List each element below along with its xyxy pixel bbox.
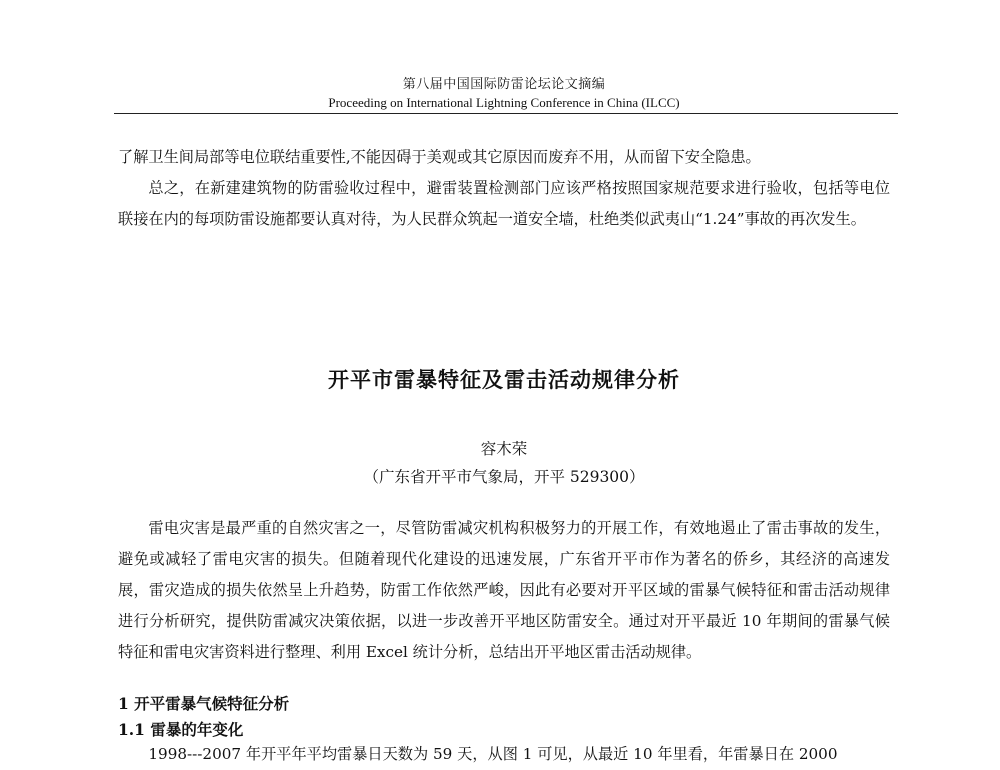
paper-title: 开平市雷暴特征及雷击活动规律分析: [328, 368, 680, 392]
paper-author: 容木荣: [480, 440, 528, 458]
section-heading-1: 1 开平雷暴气候特征分析: [118, 694, 290, 713]
previous-paper-conclusion: 总之，在新建建筑物的防雷验收过程中，避雷装置检测部门应该严格按照国家规范要求进行验收，包括等电位联接在内的每项防雷设施都要认真对待，为人民群众筑起一道安全墙，杜绝类似武夷山“1.24”事故的再次发生。: [118, 179, 890, 228]
header-chinese-title: 第八届中国国际防雷论坛论文摘编: [402, 77, 606, 92]
section-heading-1-1: 1.1 雷暴的年变化: [118, 720, 244, 739]
previous-paper-closing-line: 了解卫生间局部等电位联结重要性,不能因碍于美观或其它原因而废弃不用，从而留下安全隐患。: [118, 148, 761, 166]
introduction-paragraph: 雷电灾害是最严重的自然灾害之一，尽管防雷减灾机构积极努力的开展工作，有效地遏止了雷击事故的发生，避免或减轻了雷电灾害的损失。但随着现代化建设的迅速发展，广东省开平市作为著名的侨乡，其经济的高速发展，雷灾造成的损失依然呈上升趋势，防雷工作依然严峻，因此有必要对开平区域的雷暴气候特征和雷击活动规律进行分析研究，提供防雷减灾决策依据，以进一步改善开平地区防雷安全。通过对开平最近 10 年期间的雷暴气候特征和雷电灾害资料进行整理、利用 Excel 统计分析，总结出开平地区雷击活动规律。: [118, 519, 890, 661]
running-header: [118, 76, 890, 112]
body-paragraph: 1998---2007 年开平年平均雷暴日天数为 59 天，从图 1 可见，从最近 10 年里看，年雷暴日在 2000: [148, 745, 838, 763]
header-divider: [114, 113, 898, 114]
paper-affiliation: （广东省开平市气象局，开平 529300）: [363, 468, 645, 486]
header-english-title: Proceeding on International Lightning Conference in China (ILCC): [328, 95, 680, 110]
